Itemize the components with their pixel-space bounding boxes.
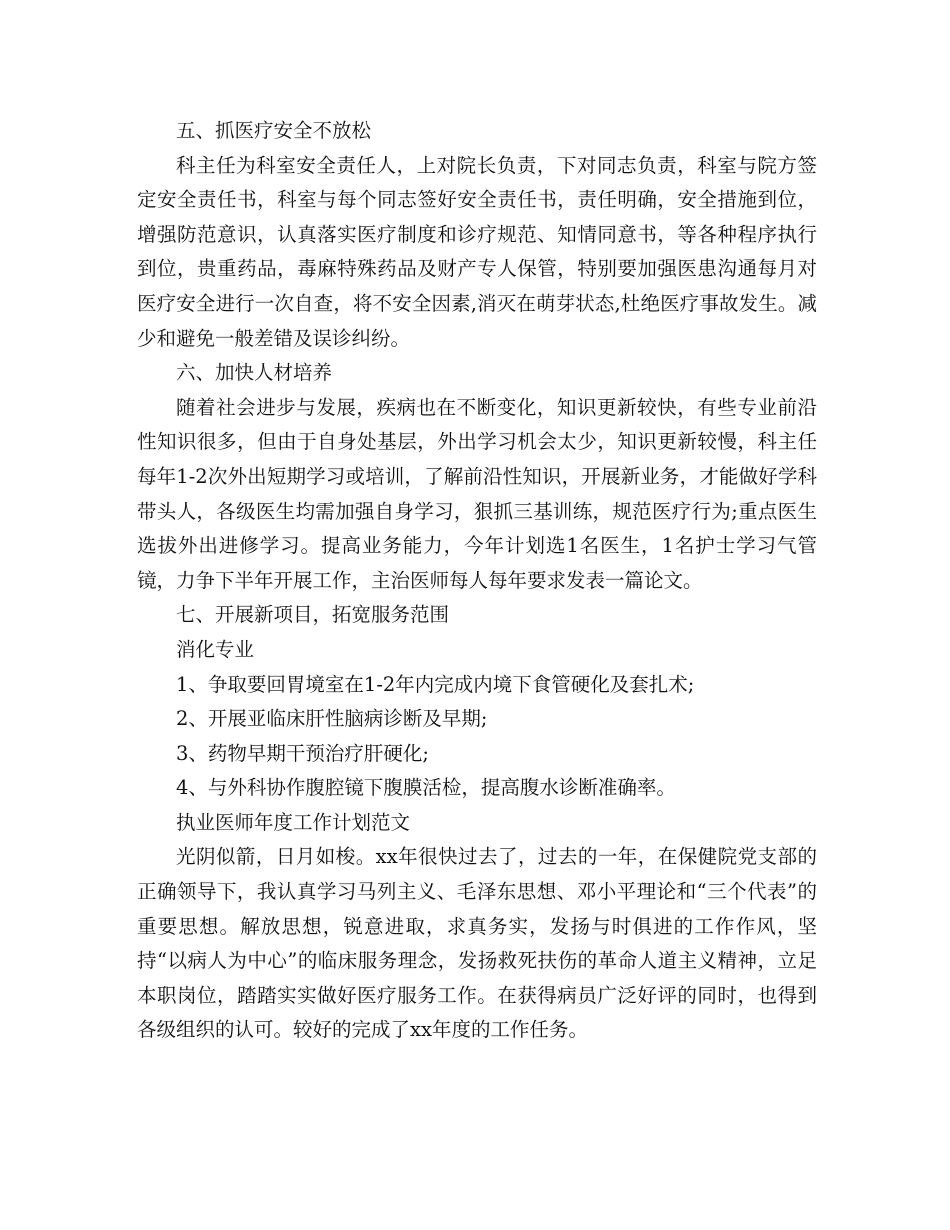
document-body bbox=[137, 114, 817, 1048]
subheading-digestive: 消化专业 bbox=[176, 637, 255, 661]
paragraph-talent-training: 随着社会进步与发展，疾病也在不断变化，知识更新较快，有些专业前沿性知识很多，但由于自身处基层，外出学习机会太少，知识更新较慢，科主任每年1-2次外出短期学习或培训，了解前沿性知识，开展新业务，才能做好学科带头人，各级医生均需加强自身学习，狠抓三基训练，规范医疗行为;重点医生选拔外出进修学习。提高业务能力，今年计划选1名医生，1名护士学习气管镜，力争下半年开展工作，主治医师每人每年要求发表一篇论文。 bbox=[137, 395, 817, 592]
section-heading-6: 六、加快人材培养 bbox=[176, 361, 333, 385]
list-item-3: 3、药物早期干预治疗肝硬化; bbox=[176, 741, 429, 765]
paragraph-medical-safety: 科主任为科室安全责任人，上对院长负责，下对同志负责，科室与院方签定安全责任书，科室与每个同志签好安全责任书，责任明确，安全措施到位，增强防范意识，认真落实医疗制度和诊疗规范、知情同意书，等各种程序执行到位，贵重药品，毒麻特殊药品及财产专人保管，特别要加强医患沟通每月对医疗安全进行一次自查，将不安全因素,消灭在萌芽状态,杜绝医疗事故发生。减少和避免一般差错及误诊纠纷。 bbox=[137, 153, 817, 350]
paragraph-intro: 光阴似箭，日月如梭。xx年很快过去了，过去的一年，在保健院党支部的正确领导下，我认真学习马列主义、毛泽东思想、邓小平理论和“三个代表”的重要思想。解放思想，锐意进取，求真务实，发扬与时俱进的工作作风，坚持“以病人为中心”的临床服务理念，发扬救死扶伤的革命人道主义精神，立足本职岗位，踏踏实实做好医疗服务工作。在获得病员广泛好评的同时，也得到各级组织的认可。较好的完成了xx年度的工作任务。 bbox=[137, 845, 817, 1042]
section-heading-5: 五、抓医疗安全不放松 bbox=[176, 119, 372, 142]
list-item-4: 4、与外科协作腹腔镜下腹膜活检，提高腹水诊断准确率。 bbox=[176, 776, 676, 800]
section-heading-7: 七、开展新项目，拓宽服务范围 bbox=[176, 603, 450, 627]
list-item-2: 2、开展亚临床肝性脑病诊断及早期; bbox=[176, 707, 488, 731]
article-title: 执业医师年度工作计划范文 bbox=[176, 810, 411, 834]
list-item-1: 1、争取要回胃境室在1-2年内完成内境下食管硬化及套扎术; bbox=[176, 672, 695, 696]
